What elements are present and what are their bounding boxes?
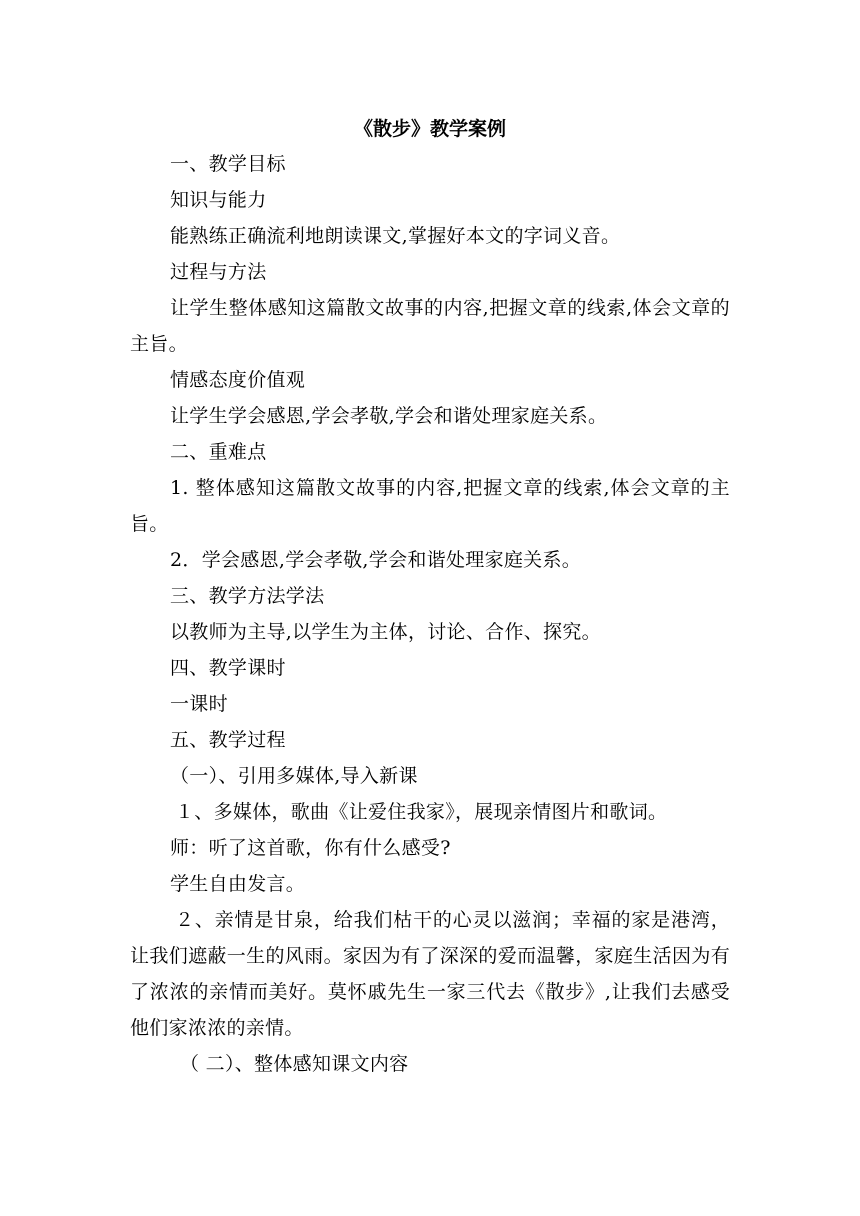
paragraph: 学生自由发言。 xyxy=(170,873,306,895)
list-item: １、多媒体，歌曲《让爱住我家》，展现亲情图片和歌词。 xyxy=(175,801,668,823)
document-page xyxy=(130,112,730,1082)
section-heading-methods: 三、教学方法学法 xyxy=(170,585,325,607)
document-title: 《散步》教学案例 xyxy=(353,118,506,140)
list-item: 1. 整体感知这篇散文故事的内容,把握文章的线索,体会文章的主旨。 xyxy=(130,477,730,535)
subheading-step-1: （一）、引用多媒体,导入新课 xyxy=(170,765,418,787)
paragraph: 让学生整体感知这篇散文故事的内容,把握文章的线索,体会文章的主旨。 xyxy=(130,297,730,355)
paragraph: 一课时 xyxy=(170,693,228,715)
paragraph: 师：听了这首歌，你有什么感受? xyxy=(170,837,451,859)
subheading-step-2: （ 二）、整体感知课文内容 xyxy=(180,1053,409,1075)
paragraph: 能熟练正确流利地朗读课文,掌握好本文的字词义音。 xyxy=(170,225,621,247)
paragraph: 让学生学会感恩,学会孝敬,学会和谐处理家庭关系。 xyxy=(170,405,608,427)
paragraph: 以教师为主导,以学生为主体，讨论、合作、探究。 xyxy=(170,621,601,643)
section-heading-hours: 四、教学课时 xyxy=(170,657,286,679)
paragraph: ２、亲情是甘泉，给我们枯干的心灵以滋润；幸福的家是港湾，让我们遮蔽一生的风雨。家因为有了深深的爱而温馨，家庭生活因为有了浓浓的亲情而美好。莫怀戚先生一家三代去《散步》,让我们去感受他们家浓浓的亲情。 xyxy=(130,909,730,1039)
subheading-knowledge: 知识与能力 xyxy=(170,189,267,211)
section-heading-key-points: 二、重难点 xyxy=(170,441,267,463)
section-heading-objectives: 一、教学目标 xyxy=(170,153,286,175)
subheading-values: 情感态度价值观 xyxy=(170,369,306,391)
subheading-process: 过程与方法 xyxy=(170,261,267,283)
section-heading-process: 五、教学过程 xyxy=(170,729,286,751)
list-item: 2．学会感恩,学会孝敬,学会和谐处理家庭关系。 xyxy=(170,549,582,571)
